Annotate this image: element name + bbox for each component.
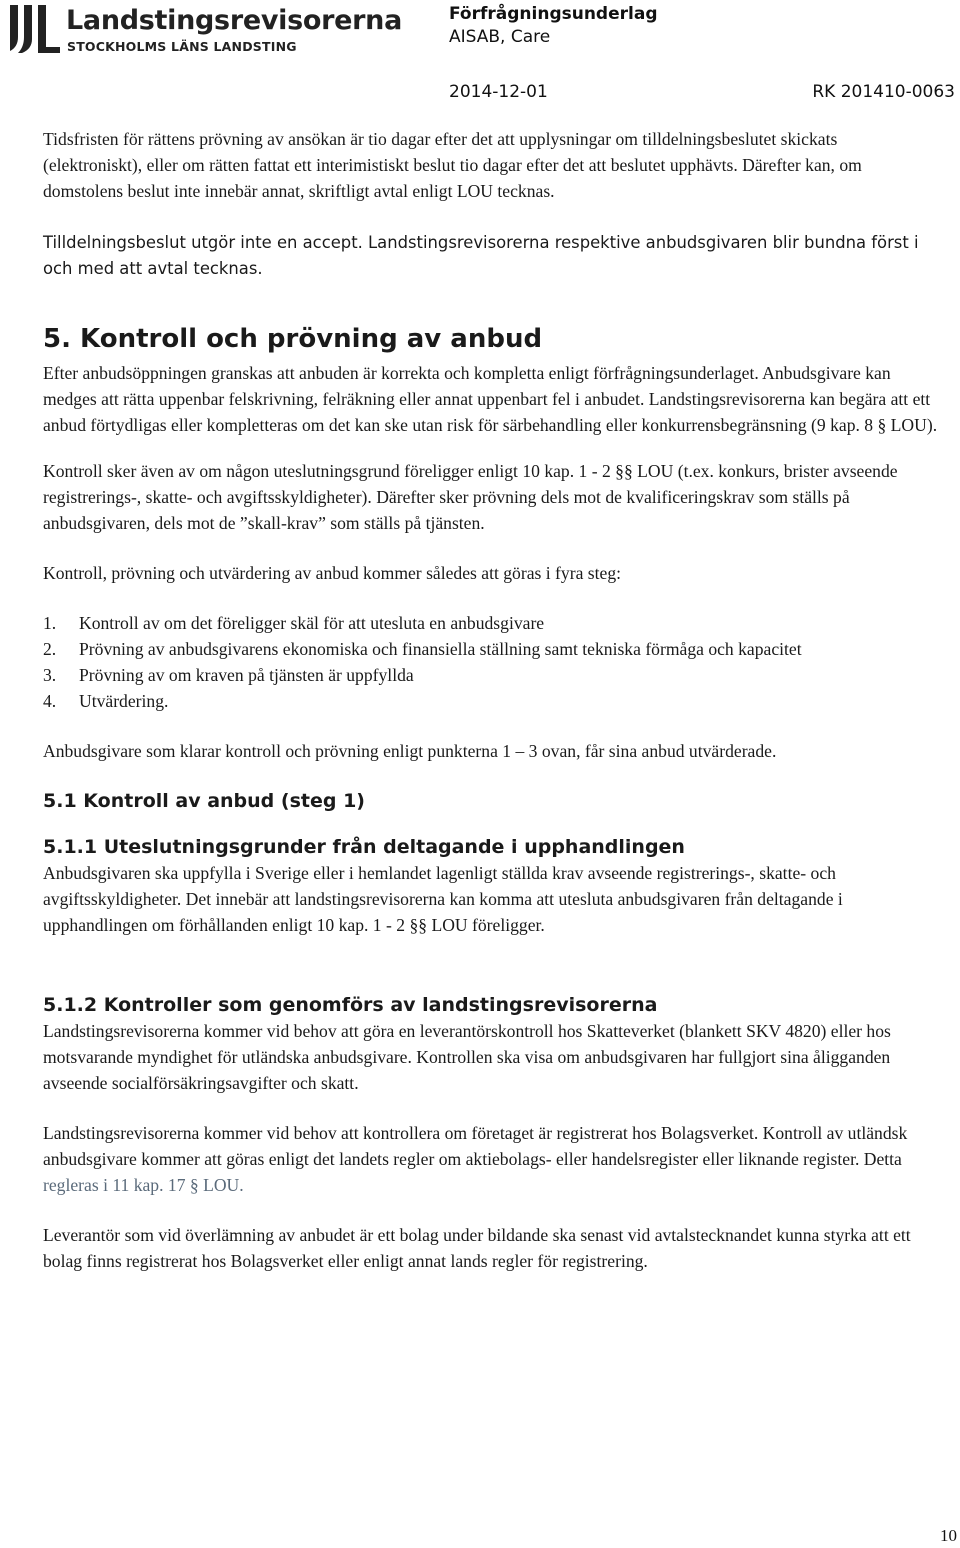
list-text: Kontroll av om det föreligger skäl för att utesluta en anbudsgivare (79, 613, 545, 633)
document-reference: RK 201410-0063 (812, 82, 955, 102)
paragraph: Landstingsrevisorerna kommer vid behov att göra en leverantörskontroll hos Skatteverket (blankett SKV 4820) eller hos motsvarande myndighet för utländska anbudsgivare. Kontrollen ska visa om anbudsgivaren har fullgjort sina åligganden avseende socialförsäkringsavgifter och skatt. (43, 1021, 891, 1093)
list-text: Prövning av om kraven på tjänsten är uppfyllda (79, 665, 414, 685)
list-number: 2. (43, 639, 57, 659)
list-number: 4. (43, 691, 57, 711)
paragraph: Efter anbudsöppningen granskas att anbuden är korrekta och kompletta enligt förfrågningsunderlaget. Anbudsgivare kan medges att rätta uppenbar felskrivning, felräkning eller annat uppenbart fel i anbudet. Landstingsrevisorerna kan begära att ett anbud förtydligas eller kompletteras om det kan ske utan risk för särbehandling eller konkurrensbegränsning (9 kap. 8 § LOU). (43, 363, 938, 435)
paragraph (43, 1120, 938, 1198)
list-item (43, 610, 938, 636)
paragraph: Anbudsgivare som klarar kontroll och prövning enligt punkterna 1 – 3 ovan, får sina anbud utvärderade. (43, 741, 777, 761)
paragraph: Tilldelningsbeslut utgör inte en accept. Landstingsrevisorerna respektive anbudsgivaren blir bundna först i och med att avtal tecknas. (43, 233, 919, 278)
organization-logo (4, 3, 404, 55)
list-item (43, 662, 938, 688)
paragraph-text-faded: regleras i 11 kap. 17 § LOU. (43, 1175, 244, 1195)
steps-list (43, 610, 938, 714)
document-subject: AISAB, Care (449, 27, 551, 47)
list-number: 3. (43, 665, 57, 685)
list-item (43, 688, 938, 714)
list-item (43, 636, 938, 662)
paragraph: Kontroll sker även av om någon uteslutningsgrund föreligger enligt 10 kap. 1 - 2 §§ LOU (t.ex. konkurs, brister avseende registrerings-, skatte- och avgiftsskyldigheter). Därefter sker prövning dels mot de kvalificeringskrav som ställs på anbudsgivaren, dels mot de ”skall-krav” som ställs på tjänsten. (43, 461, 898, 533)
document-body (43, 126, 938, 1274)
page-number: 10 (940, 1526, 957, 1545)
document-date: 2014-12-01 (449, 82, 548, 102)
subsection-heading: 5.1.1 Uteslutningsgrunder från deltagande i upphandlingen (43, 836, 685, 858)
paragraph: Kontroll, prövning och utvärdering av anbud kommer således att göras i fyra steg: (43, 563, 621, 583)
subsection-heading: 5.1 Kontroll av anbud (steg 1) (43, 790, 365, 812)
logo-title: Landstingsrevisorerna (66, 5, 403, 36)
paragraph: Leverantör som vid överlämning av anbudet är ett bolag under bildande ska senast vid avtalstecknandet kunna styrka att ett bolag finns registrerat hos Bolagsverket eller enligt annat lands regler för registrering. (43, 1225, 911, 1271)
paragraph: Anbudsgivaren ska uppfylla i Sverige eller i hemlandet lagenligt ställda krav avseende registrerings-, skatte- och avgiftsskyldigheter. Det innebär att landstingsrevisorerna kan komma att utesluta anbudsgivaren från deltagande i upphandlingen om förhållanden enligt 10 kap. 1 - 2 §§ LOU föreligger. (43, 863, 843, 935)
document-header (449, 4, 657, 50)
paragraph: Tidsfristen för rättens prövning av ansökan är tio dagar efter det att upplysningar om tilldelningsbeslutet skickats (elektroniskt), eller om rätten fattat ett interimistiskt beslut tio dagar efter det att beslutet upphävts. Därefter kan, om domstolens beslut inte innebär annat, skriftligt avtal enligt LOU tecknas. (43, 129, 862, 201)
logo-subtitle: STOCKHOLMS LÄNS LANDSTING (67, 39, 297, 54)
list-number: 1. (43, 613, 57, 633)
list-text: Utvärdering. (79, 691, 169, 711)
logo-mark-icon (4, 3, 62, 55)
document-type: Förfrågningsunderlag (449, 4, 658, 24)
section-heading: 5. Kontroll och prövning av anbud (43, 324, 543, 354)
paragraph-text: Landstingsrevisorerna kommer vid behov att kontrollera om företaget är registrerat hos Bolagsverket. Kontroll av utländsk anbudsgivare kommer att göras enligt det landets regler om aktiebolags- eller handelsregister eller liknande register. Detta (43, 1123, 908, 1169)
list-text: Prövning av anbudsgivarens ekonomiska och finansiella ställning samt tekniska förmåga och kapacitet (79, 639, 802, 659)
subsection-heading: 5.1.2 Kontroller som genomförs av landstingsrevisorerna (43, 994, 658, 1016)
